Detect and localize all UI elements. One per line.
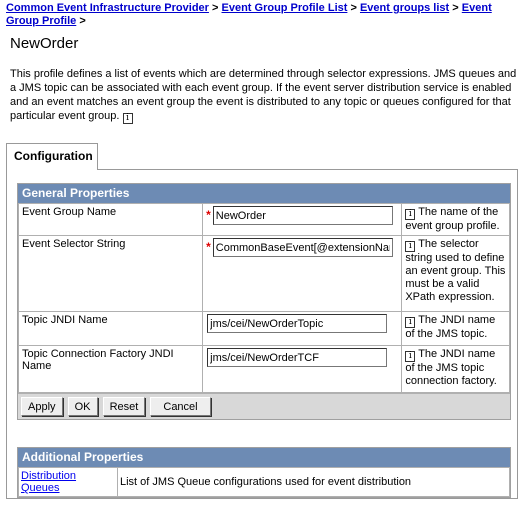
property-row-topic-jndi-name (19, 312, 510, 346)
property-description-text: The selector string used to define an event group. This must be a valid XPath expression. (405, 238, 506, 303)
property-field (203, 312, 402, 346)
property-description (402, 204, 510, 236)
breadcrumb-separator: > (212, 2, 219, 14)
additional-property-row (19, 468, 510, 497)
event-group-name-input[interactable] (213, 206, 393, 225)
property-row-topic-connection-factory (19, 346, 510, 393)
info-icon: i (405, 317, 415, 328)
tab-configuration[interactable]: Configuration (6, 143, 98, 170)
general-properties-header: General Properties (18, 184, 510, 203)
additional-property-link-cell (19, 468, 118, 497)
topic-jndi-name-input[interactable] (207, 314, 387, 333)
property-label: Event Group Name (19, 204, 203, 236)
property-description-text: The name of the event group profile. (405, 206, 500, 232)
property-description-text: The JNDI name of the JMS topic. (405, 314, 496, 340)
required-marker: * (206, 207, 211, 222)
ok-button[interactable]: OK (68, 397, 98, 416)
breadcrumb-link-event-group-profile-list[interactable]: Event Group Profile List (221, 2, 348, 14)
property-field (203, 236, 402, 312)
breadcrumb-link-event-groups-list[interactable]: Event groups list (359, 2, 450, 14)
property-description (402, 312, 510, 346)
breadcrumb (6, 2, 518, 28)
reset-button[interactable]: Reset (103, 397, 146, 416)
property-label: Topic JNDI Name (19, 312, 203, 346)
additional-property-description: List of JMS Queue configurations used for event distribution (118, 468, 510, 497)
page-description (10, 67, 518, 124)
additional-properties-header: Additional Properties (18, 448, 510, 467)
breadcrumb-separator: > (350, 2, 357, 14)
breadcrumb-separator: > (79, 15, 86, 27)
required-marker: * (206, 239, 211, 254)
cancel-button[interactable]: Cancel (150, 397, 210, 416)
property-description-text: The JNDI name of the JMS topic connection factory. (405, 348, 497, 387)
general-properties-section (17, 183, 511, 420)
general-properties-table (18, 203, 510, 393)
info-icon[interactable]: i (123, 113, 133, 124)
property-row-event-group-name (19, 204, 510, 236)
topic-connection-factory-input[interactable] (207, 348, 387, 367)
apply-button[interactable]: Apply (21, 397, 63, 416)
page-title: NewOrder (10, 35, 79, 52)
additional-properties-section (17, 447, 511, 498)
property-label: Topic Connection Factory JNDI Name (19, 346, 203, 393)
breadcrumb-link-cei-provider[interactable]: Common Event Infrastructure Provider (6, 2, 209, 14)
property-field (203, 346, 402, 393)
button-bar (18, 393, 510, 419)
property-row-event-selector-string (19, 236, 510, 312)
breadcrumb-separator: > (452, 2, 459, 14)
page-description-text: This profile defines a list of events which are determined through selector expressions. JMS queues and a JMS topic can be associated with each event group. If the event server distribution service is enabled and an event matches an event group the event is distributed to any topic or queues configured for that particular event group. (10, 68, 517, 122)
info-icon: i (405, 351, 415, 362)
property-field (203, 204, 402, 236)
distribution-queues-link[interactable]: Distribution Queues (21, 470, 77, 494)
breadcrumb-link-event-group-profile[interactable]: Event Group Profile (6, 2, 492, 27)
property-description (402, 236, 510, 312)
property-description (402, 346, 510, 393)
configuration-panel (6, 169, 518, 499)
additional-properties-table (18, 467, 510, 497)
event-selector-string-input[interactable] (213, 238, 393, 257)
property-label: Event Selector String (19, 236, 203, 312)
info-icon: i (405, 209, 415, 220)
info-icon: i (405, 241, 415, 252)
